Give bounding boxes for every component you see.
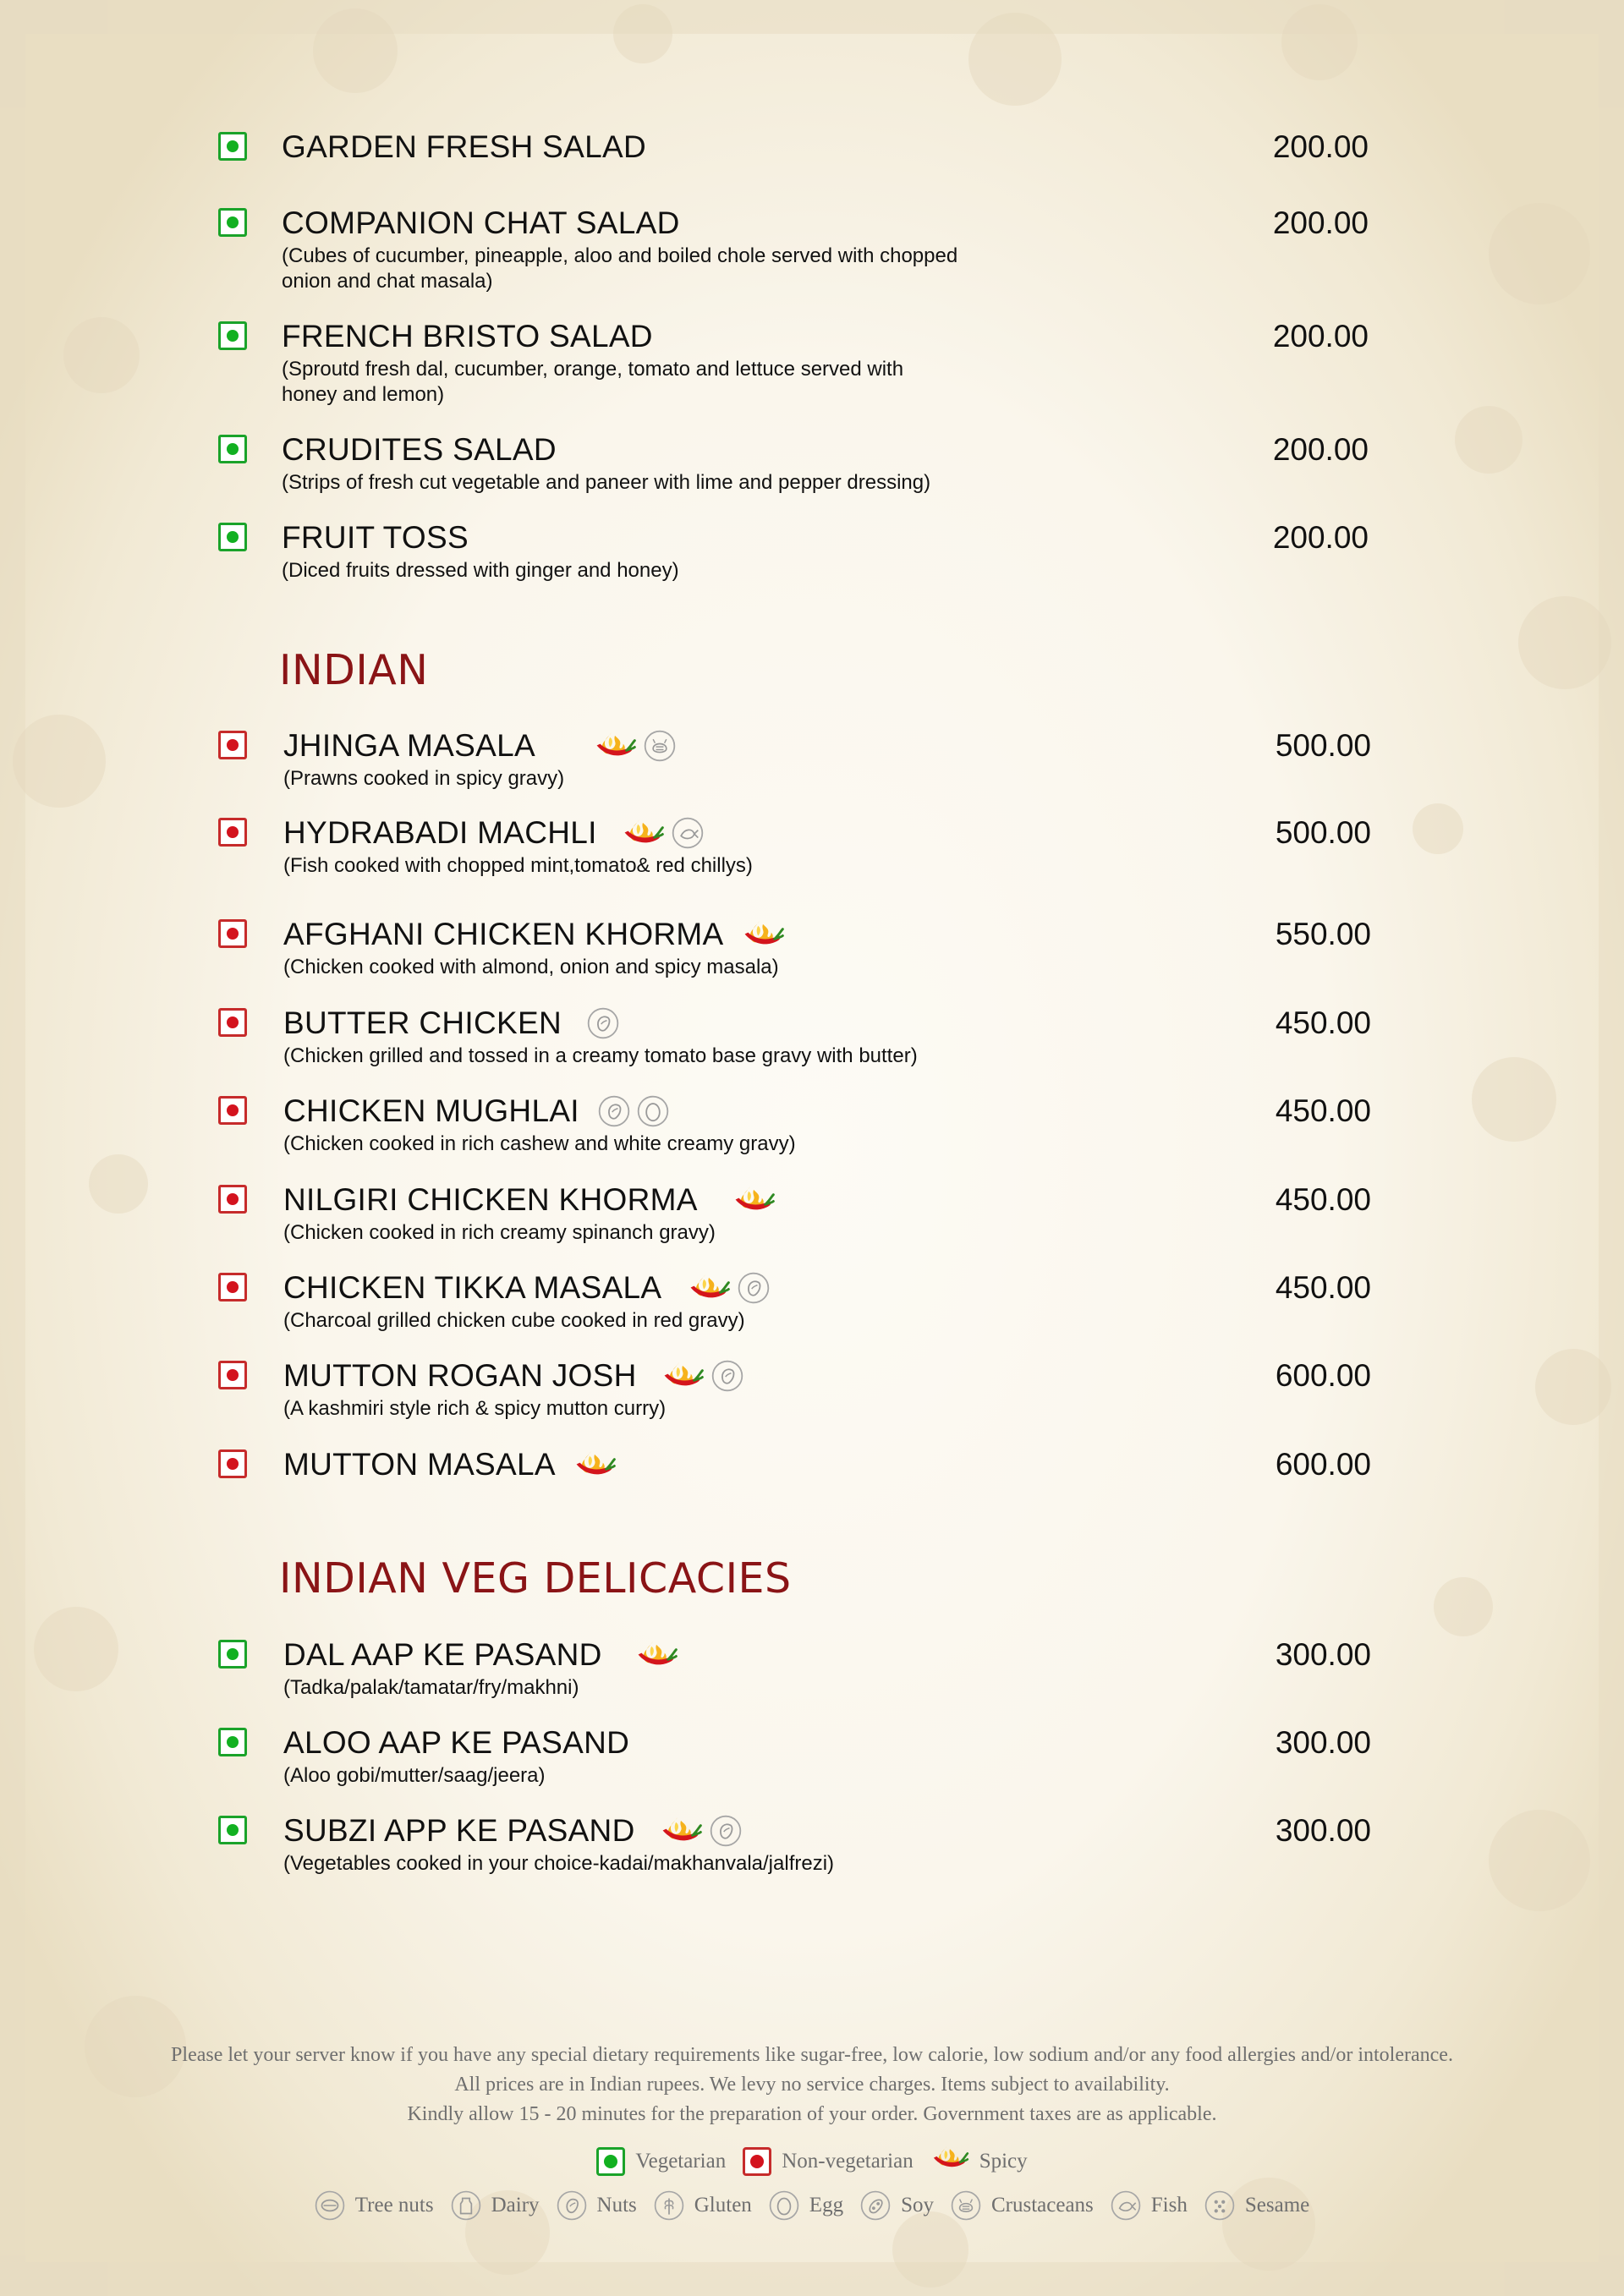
crustaceans-icon bbox=[644, 730, 676, 762]
spicy-icon bbox=[741, 919, 785, 951]
item-icons bbox=[741, 919, 785, 951]
nuts-icon bbox=[738, 1272, 770, 1304]
item-description: (Chicken grilled and tossed in a creamy tomato base gravy with butter) bbox=[283, 1044, 918, 1067]
item-icons bbox=[598, 1095, 669, 1127]
nonveg-marker-icon bbox=[218, 1096, 247, 1125]
spicy-icon bbox=[732, 1185, 776, 1216]
item-icons bbox=[687, 1272, 770, 1304]
legend-nuts: Nuts bbox=[557, 2190, 637, 2221]
item-description: (Tadka/palak/tamatar/fry/makhni) bbox=[283, 1676, 579, 1699]
item-name: COMPANION CHAT SALAD bbox=[282, 205, 680, 240]
egg-icon bbox=[769, 2190, 799, 2221]
nuts-icon bbox=[711, 1360, 743, 1392]
nonveg-marker-icon bbox=[218, 1361, 247, 1389]
item-name: HYDRABADI MACHLI bbox=[283, 814, 704, 852]
item-price: 600.00 bbox=[1275, 1358, 1371, 1393]
legend-spicy: Spicy bbox=[930, 2145, 1028, 2178]
legend-dairy: Dairy bbox=[451, 2190, 540, 2221]
item-price: 450.00 bbox=[1275, 1093, 1371, 1128]
item-icons bbox=[593, 730, 676, 762]
item-price: 300.00 bbox=[1275, 1637, 1371, 1672]
spicy-icon bbox=[661, 1361, 705, 1392]
item-description: (Chicken cooked with almond, onion and spicy masala) bbox=[283, 956, 779, 978]
veg-marker-icon bbox=[218, 523, 247, 551]
diet-legend bbox=[0, 2145, 1624, 2178]
veg-marker-icon bbox=[218, 1816, 247, 1844]
item-name: CRUDITES SALAD bbox=[282, 432, 557, 467]
item-icons bbox=[634, 1640, 678, 1671]
nuts-icon bbox=[710, 1815, 742, 1847]
soy-icon bbox=[860, 2190, 891, 2221]
veg-marker-icon bbox=[218, 208, 247, 237]
nonveg-marker-icon bbox=[743, 2147, 771, 2176]
item-name: MUTTON MASALA bbox=[283, 1446, 617, 1483]
item-price: 200.00 bbox=[1272, 129, 1369, 164]
footer-prep-note: Kindly allow 15 - 20 minutes for the preparation of your order. Government taxes are as applicable. bbox=[407, 2103, 1217, 2125]
item-description: (Chicken cooked in rich creamy spinanch gravy) bbox=[283, 1221, 716, 1244]
item-description: (Fish cooked with chopped mint,tomato& red chillys) bbox=[283, 854, 753, 877]
nonveg-marker-icon bbox=[218, 1273, 247, 1301]
veg-marker-icon bbox=[218, 435, 247, 463]
item-description: (Aloo gobi/mutter/saag/jeera) bbox=[283, 1764, 546, 1787]
item-name: GARDEN FRESH SALAD bbox=[282, 129, 646, 164]
legend-tree-nuts: Tree nuts bbox=[315, 2190, 434, 2221]
dairy-icon bbox=[451, 2190, 481, 2221]
item-description: (Strips of fresh cut vegetable and paneer with lime and pepper dressing) bbox=[282, 471, 931, 494]
item-name: BUTTER CHICKEN bbox=[283, 1005, 619, 1042]
item-price: 600.00 bbox=[1275, 1447, 1371, 1482]
legend-nonvegetarian: Non-vegetarian bbox=[743, 2147, 913, 2176]
veg-marker-icon bbox=[218, 132, 247, 161]
item-name: ALOO AAP KE PASAND bbox=[283, 1725, 630, 1760]
item-icons bbox=[587, 1007, 619, 1039]
item-price: 450.00 bbox=[1275, 1006, 1371, 1040]
egg-icon bbox=[637, 1095, 669, 1127]
nonveg-marker-icon bbox=[218, 1008, 247, 1037]
item-name: FRENCH BRISTO SALAD bbox=[282, 319, 653, 353]
spicy-icon bbox=[573, 1449, 617, 1481]
item-description: (Charcoal grilled chicken cube cooked in red gravy) bbox=[283, 1309, 745, 1332]
nonveg-marker-icon bbox=[218, 818, 247, 847]
item-description: (Prawns cooked in spicy gravy) bbox=[283, 767, 565, 790]
item-price: 200.00 bbox=[1272, 319, 1369, 353]
nonveg-marker-icon bbox=[218, 1185, 247, 1214]
item-price: 300.00 bbox=[1275, 1813, 1371, 1848]
nonveg-marker-icon bbox=[218, 731, 247, 759]
nonveg-marker-icon bbox=[218, 1449, 247, 1478]
item-price: 500.00 bbox=[1275, 728, 1371, 763]
item-price: 500.00 bbox=[1275, 815, 1371, 850]
item-price: 200.00 bbox=[1272, 432, 1369, 467]
item-name: MUTTON ROGAN JOSH bbox=[283, 1357, 743, 1395]
item-price: 450.00 bbox=[1275, 1182, 1371, 1217]
nonveg-marker-icon bbox=[218, 919, 247, 948]
legend-soy: Soy bbox=[860, 2190, 934, 2221]
item-price: 450.00 bbox=[1275, 1270, 1371, 1305]
spicy-icon bbox=[930, 2145, 969, 2178]
item-icons bbox=[661, 1360, 743, 1392]
footer-dietary-note: Please let your server know if you have any special dietary requirements like sugar-free, low calorie, low sodium and/or any food allergies and/or intolerance. bbox=[171, 2044, 1453, 2066]
allergen-legend bbox=[0, 2190, 1624, 2221]
item-description: (Vegetables cooked in your choice-kadai/makhanvala/jalfrezi) bbox=[283, 1852, 835, 1875]
section-heading-indian-veg: INDIAN VEG DELICACIES bbox=[279, 1554, 792, 1603]
item-description: (A kashmiri style rich & spicy mutton curry) bbox=[283, 1397, 667, 1420]
legend-sesame: Sesame bbox=[1204, 2190, 1309, 2221]
legend-fish: Fish bbox=[1111, 2190, 1188, 2221]
item-price: 300.00 bbox=[1275, 1725, 1371, 1760]
fish-icon bbox=[1111, 2190, 1141, 2221]
item-icons bbox=[573, 1449, 617, 1481]
nuts-icon bbox=[557, 2190, 587, 2221]
sesame-icon bbox=[1204, 2190, 1235, 2221]
veg-marker-icon bbox=[218, 321, 247, 350]
legend-crustaceans: Crustaceans bbox=[951, 2190, 1094, 2221]
nuts-icon bbox=[587, 1007, 619, 1039]
veg-marker-icon bbox=[218, 1728, 247, 1756]
item-icons bbox=[732, 1185, 776, 1216]
item-name: CHICKEN TIKKA MASALA bbox=[283, 1269, 770, 1307]
item-price: 550.00 bbox=[1275, 917, 1371, 951]
item-name: CHICKEN MUGHLAI bbox=[283, 1093, 669, 1130]
item-icons bbox=[621, 817, 704, 849]
item-description: (Diced fruits dressed with ginger and honey) bbox=[282, 559, 679, 582]
crustaceans-icon bbox=[951, 2190, 981, 2221]
item-price: 200.00 bbox=[1272, 205, 1369, 240]
spicy-icon bbox=[659, 1816, 703, 1847]
item-name: SUBZI APP KE PASAND bbox=[283, 1812, 742, 1849]
legend-gluten: Gluten bbox=[654, 2190, 752, 2221]
legend-vegetarian: Vegetarian bbox=[596, 2147, 726, 2176]
spicy-icon bbox=[634, 1640, 678, 1671]
veg-marker-icon bbox=[596, 2147, 625, 2176]
item-name: DAL AAP KE PASAND bbox=[283, 1636, 678, 1674]
item-icons bbox=[659, 1815, 742, 1847]
item-description: (Chicken cooked in rich cashew and white creamy gravy) bbox=[283, 1132, 796, 1155]
legend-egg: Egg bbox=[769, 2190, 843, 2221]
spicy-icon bbox=[687, 1273, 731, 1304]
item-price: 200.00 bbox=[1272, 520, 1369, 555]
nuts-icon bbox=[598, 1095, 630, 1127]
item-name: JHINGA MASALA bbox=[283, 727, 676, 764]
gluten-icon bbox=[654, 2190, 684, 2221]
fish-icon bbox=[672, 817, 704, 849]
item-description: (Sproutd fresh dal, cucumber, orange, tomato and lettuce served with honey and lemon) bbox=[282, 358, 904, 406]
footer-price-note: All prices are in Indian rupees. We levy no service charges. Items subject to availability. bbox=[454, 2074, 1170, 2096]
item-description: (Cubes of cucumber, pineapple, aloo and boiled chole served with chopped onion and chat masala) bbox=[282, 244, 958, 293]
item-name: AFGHANI CHICKEN KHORMA bbox=[283, 916, 785, 953]
footer-notes bbox=[0, 2041, 1624, 2129]
spicy-icon bbox=[593, 731, 637, 762]
item-name: FRUIT TOSS bbox=[282, 520, 469, 555]
spicy-icon bbox=[621, 818, 665, 849]
item-name: NILGIRI CHICKEN KHORMA bbox=[283, 1181, 776, 1219]
section-heading-indian: INDIAN bbox=[279, 646, 429, 694]
veg-marker-icon bbox=[218, 1640, 247, 1669]
tree-nuts-icon bbox=[315, 2190, 345, 2221]
